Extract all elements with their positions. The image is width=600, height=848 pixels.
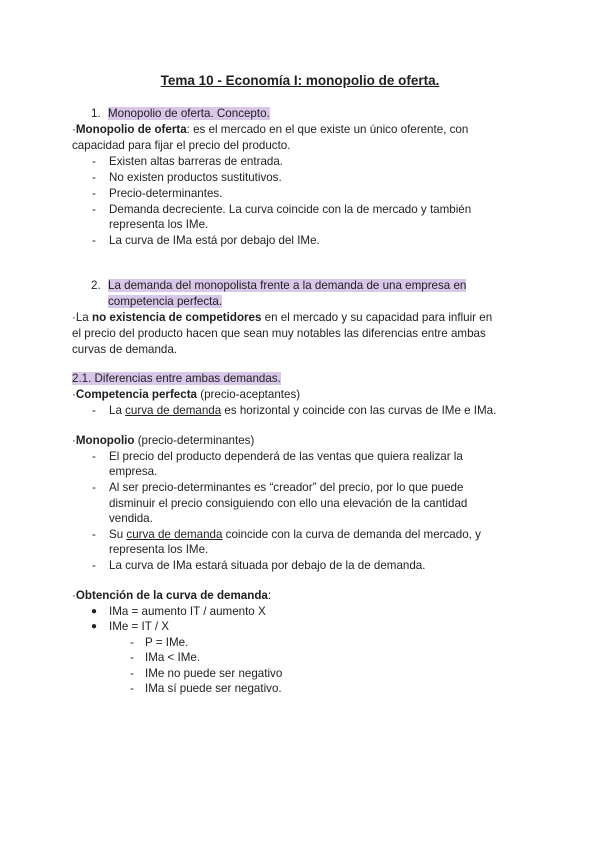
dash-marker: -: [92, 481, 96, 494]
monopolio-line: [72, 433, 254, 449]
competencia-perfecta-rest: (precio-aceptantes): [197, 388, 301, 401]
bullet-item: IMe = IT / X: [109, 620, 170, 633]
list-item: El precio del producto dependerá de las ventas que quiera realizar la: [109, 450, 463, 463]
list-item: [109, 527, 481, 543]
curva-de-demanda-underlined: curva de demanda: [126, 528, 223, 541]
bullet-item: IMa = aumento IT / aumento X: [109, 605, 266, 618]
section-2-1-heading-text: 2.1. Diferencias entre ambas demandas.: [72, 372, 281, 385]
page-title: Tema 10 - Economía I: monopolio de oferta.: [160, 73, 440, 88]
section-2-heading-text-2: competencia perfecta.: [108, 295, 223, 308]
monopolio-term: Monopolio: [75, 434, 135, 447]
dash-marker: -: [92, 559, 96, 572]
dash-marker: -: [92, 155, 96, 168]
intro-rest-1: : es el mercado en el que existe un único oferente, con: [186, 123, 469, 136]
list-item: Demanda decreciente. La curva coincide con la de mercado y también: [109, 203, 472, 216]
bullet-dot: ·: [72, 388, 76, 401]
cp-item-pre: La: [109, 404, 126, 417]
section-2-paragraph-line-1: [72, 310, 492, 326]
list-item-continuation: representa los IMe.: [109, 543, 209, 556]
section-2-1-heading: [72, 371, 281, 387]
list-item-continuation: empresa.: [109, 465, 158, 478]
list-item: Al ser precio-determinantes es “creador” del precio, por lo que puede: [109, 481, 464, 494]
section-1-number: 1.: [91, 107, 101, 120]
sub-item: IMa < IMe.: [145, 651, 201, 664]
list-item-continuation: representa los IMe.: [109, 218, 209, 231]
dash-marker: -: [92, 171, 96, 184]
bullet-icon: ●: [91, 621, 98, 632]
dash-marker: -: [92, 187, 96, 200]
no-existencia-term: no existencia de competidores: [91, 311, 262, 324]
competencia-perfecta-line: [72, 387, 300, 403]
paragraph-rest-1: en el mercado y su capacidad para influir en: [261, 311, 493, 324]
dash-marker: -: [92, 528, 96, 541]
dash-marker: -: [130, 667, 134, 680]
dash-marker: -: [130, 682, 134, 695]
section-2-heading-line-1: [108, 278, 466, 294]
section-1-heading-text: Monopolio de oferta. Concepto.: [108, 107, 270, 120]
list-item: Precio-determinantes.: [109, 187, 223, 200]
section-1-intro-line-2: capacidad para fijar el precio del producto.: [72, 139, 291, 152]
section-2-number: 2.: [91, 279, 101, 292]
list-item-continuation: disminuir el precio consiguiendo con ello una elevación de la cantidad: [109, 497, 468, 510]
list-item: La curva de IMa está por debajo del IMe.: [109, 234, 320, 247]
dash-marker: -: [130, 651, 134, 664]
cp-item-post: es horizontal y coincide con las curvas de IMe e IMa.: [221, 404, 497, 417]
obtencion-term: Obtención de la curva de demanda: [75, 589, 268, 602]
bullet-dot: ·: [72, 434, 76, 447]
section-2-paragraph-line-3: curvas de demanda.: [72, 343, 178, 356]
dash-marker: -: [92, 234, 96, 247]
dash-marker: -: [130, 636, 134, 649]
section-2-heading-text-1: La demanda del monopolista frente a la demanda de una empresa en: [108, 279, 467, 292]
list-item: Existen altas barreras de entrada.: [109, 155, 284, 168]
sub-item: P = IMe.: [145, 636, 189, 649]
list-item: No existen productos sustitutivos.: [109, 171, 282, 184]
bullet-dot: ·: [72, 589, 76, 602]
section-2-heading-line-2: [108, 294, 222, 310]
sub-item: IMa sí puede ser negativo.: [145, 682, 282, 695]
monopolio-de-oferta-term: Monopolio de oferta: [75, 123, 187, 136]
mon-item-pre: Su: [109, 528, 127, 541]
obtencion-colon: :: [267, 589, 272, 602]
section-1-heading: [108, 106, 270, 122]
dash-marker: -: [92, 203, 96, 216]
section-1-intro-line-1: [72, 122, 468, 138]
bullet-icon: ●: [91, 606, 98, 617]
list-item: [109, 403, 496, 419]
list-item-continuation: vendida.: [109, 512, 153, 525]
paragraph-pre: ·La: [72, 311, 92, 324]
obtencion-heading: [72, 588, 271, 604]
competencia-perfecta-term: Competencia perfecta: [75, 388, 198, 401]
sub-item: IMe no puede ser negativo: [145, 667, 283, 680]
curva-de-demanda-underlined: curva de demanda: [125, 404, 222, 417]
dash-marker: -: [92, 404, 96, 417]
mon-item-post: coincide con la curva de demanda del mercado, y: [222, 528, 481, 541]
section-2-paragraph-line-2: el precio del producto hacen que sean muy notables las diferencias entre ambas: [72, 327, 486, 340]
dash-marker: -: [92, 450, 96, 463]
monopolio-rest: (precio-determinantes): [134, 434, 255, 447]
bullet-dot: ·: [72, 123, 76, 136]
list-item: La curva de IMa estará situada por debajo de la de demanda.: [109, 559, 426, 572]
